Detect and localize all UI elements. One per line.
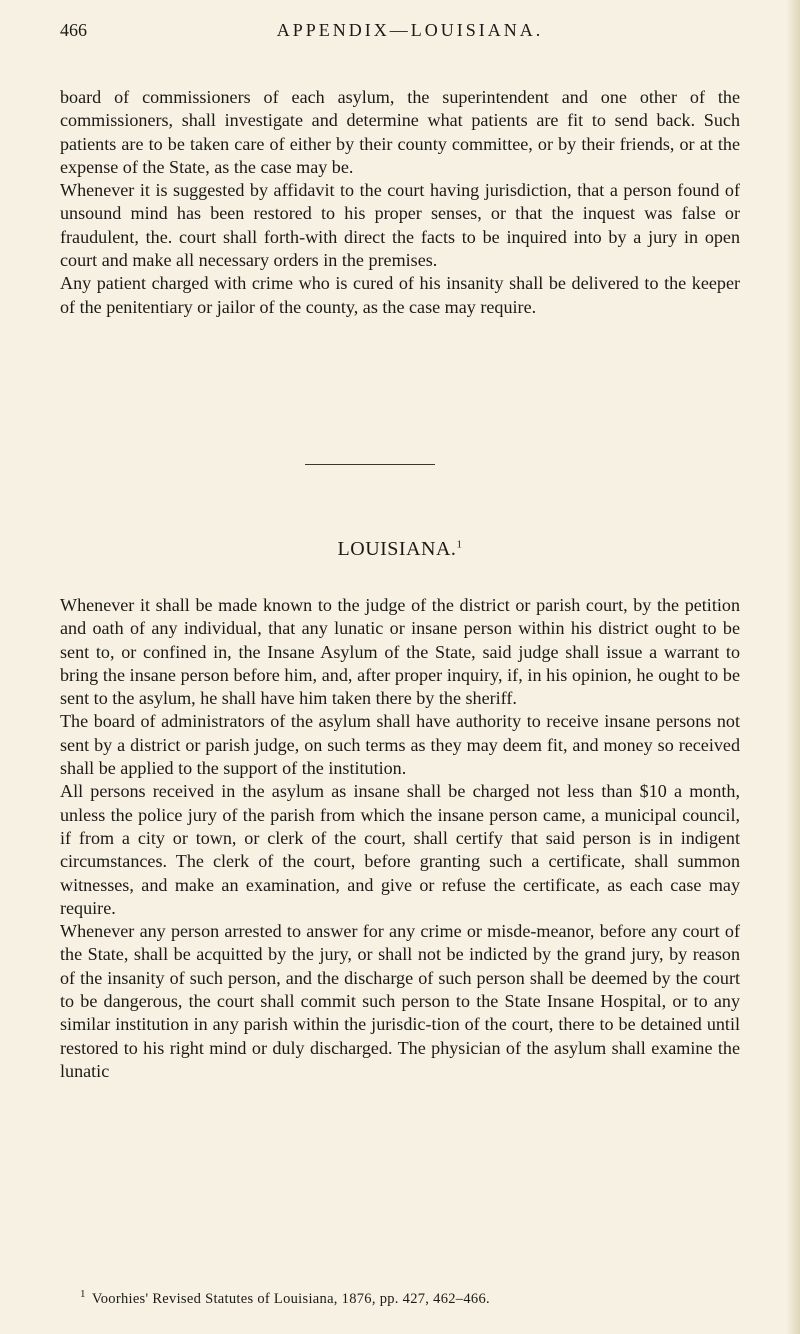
paragraph: All persons received in the asylum as insane shall be charged not less than $10 a month, unless the police jury of the parish from which the insane person came, a municipal council, if from a city or town, or clerk of the court, shall certify that said person is in indigent circumstances. The clerk of the court, before granting such a certificate, shall summon witnesses, and make an examination, and give or refuse the certificate, as each case may require. [60,781,740,918]
footnote-reference: 1 [456,538,463,551]
footnote-marker: 1 [80,1288,86,1301]
footnote-text: Voorhies' Revised Statutes of Louisiana, 1876, pp. 427, 462–466. [91,1291,490,1307]
paragraph: Whenever it is suggested by affidavit to the court having jurisdiction, that a person found of unsound mind has been restored to his proper senses, or that the inquest was false or fraudulent, the. court shall forth-with direct the facts to be inquired into by a jury in open court and make all necessary orders in the premises. [60,180,740,271]
page-number: 466 [60,20,87,40]
section-title [60,538,740,561]
page-header [60,20,740,50]
page-edge-shading [786,0,800,1334]
footnote [80,1290,740,1308]
louisiana-section [60,594,740,1083]
upper-section [60,86,740,319]
paragraph: Any patient charged with crime who is cured of his insanity shall be delivered to the keeper of the penitentiary or jailor of the county, as the case may require. [60,273,740,317]
section-title-text: LOUISIANA. [337,538,457,560]
paragraph: board of commissioners of each asylum, the superintendent and one other of the commissioners, shall investigate and determine what patients are fit to send back. Such patients are to be taken care of either by their county committee, or by their friends, or at the expense of the State, as the case may be. [60,87,740,177]
paragraph: The board of administrators of the asylum shall have authority to receive insane persons not sent by a district or parish judge, on such terms as they may deem fit, and money so received shall be applied to the support of the institution. [60,711,740,779]
section-divider [305,464,435,465]
running-head: APPENDIX—LOUISIANA. [276,20,544,40]
paragraph: Whenever it shall be made known to the judge of the district or parish court, by the petition and oath of any individual, that any lunatic or insane person within his district ought to be sent to, or confined in, the Insane Asylum of the State, said judge shall issue a warrant to bring the insane person before him, and, after proper inquiry, if, in his opinion, he ought to be sent to the asylum, he shall have him taken there by the sheriff. [60,595,740,709]
paragraph: Whenever any person arrested to answer for any crime or misde-meanor, before any court of the State, shall be acquitted by the jury, or shall not be indicted by the grand jury, by reason of the insanity of such person, and the discharge of such person shall be deemed by the court to be dangerous, the court shall commit such person to the State Insane Hospital, or to any similar institution in any parish within the jurisdic-tion of the court, there to be detained until restored to his right mind or duly discharged. The physician of the asylum shall examine the lunatic [60,921,740,1081]
